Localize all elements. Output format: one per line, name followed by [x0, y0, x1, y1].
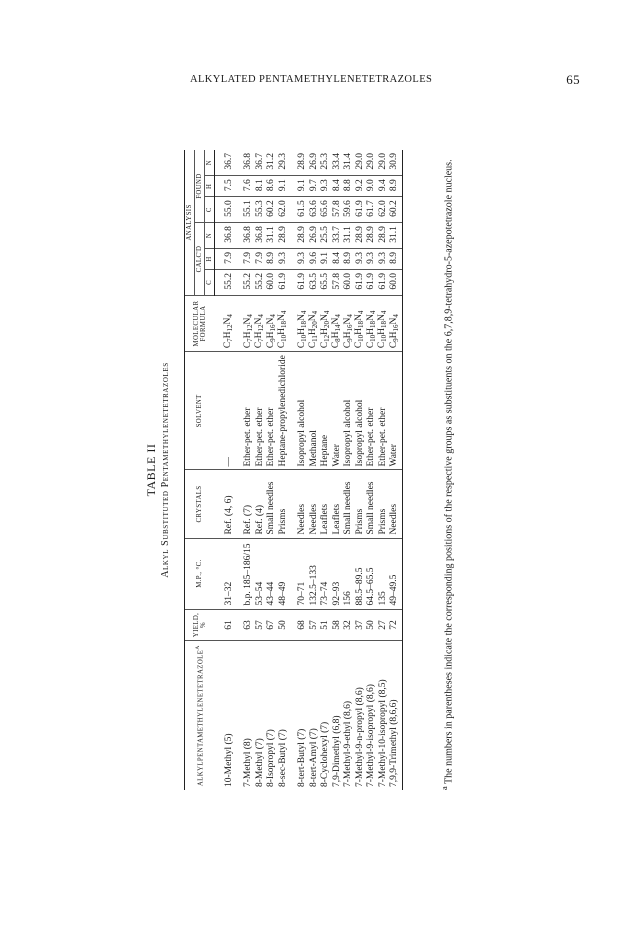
calc-h-cell: 8.9	[343, 249, 355, 270]
group-spacer	[215, 150, 224, 790]
calc-n-cell: 28.9	[277, 223, 289, 249]
crystals-cell: Small needles	[366, 470, 378, 538]
mp-cell: b.p. 185–186/15	[243, 538, 255, 609]
header-calc-h: H	[205, 249, 215, 270]
calc-n-cell: 26.9	[308, 223, 320, 249]
calc-c-cell: 61.9	[354, 269, 366, 295]
table-caption: TABLE II	[144, 443, 158, 497]
mp-cell: 49–49.5	[389, 538, 401, 609]
formula-cell: $C_7H_{12}N_4$	[254, 295, 266, 351]
crystals-cell: Needles	[308, 470, 320, 538]
header-compound: $ALKYLPENTAMETHYLENETETRAZOLE^A$	[185, 641, 215, 790]
header-crystals: CRYSTALS	[185, 470, 215, 538]
yield-cell: 51	[320, 609, 332, 641]
compound-cell: 7-Methyl-9-ethyl (8,6)	[343, 700, 354, 787]
table-body	[215, 150, 403, 790]
found-c-cell: 55.0	[223, 197, 235, 223]
calc-c-cell: 63.5	[308, 269, 320, 295]
table-row	[277, 150, 289, 790]
yield-cell: 57	[308, 609, 320, 641]
table-row	[266, 150, 278, 790]
calc-c-cell: 60.0	[266, 269, 278, 295]
mp-cell: 31–32	[223, 538, 235, 609]
yield-cell: 63	[243, 609, 255, 641]
found-c-cell: 65.6	[320, 197, 332, 223]
footnote-text: The numbers in parentheses indicate the corresponding positions of the respective groups as substituents on the 6,7,8,9-tetrahydro-5-azepotetrazole nucleus.	[443, 159, 455, 784]
solvent-cell: Ether-pet. ether	[266, 352, 278, 470]
formula-cell: $C_{10}H_{18}N_4$	[366, 295, 378, 351]
compound-cell: 7-Methyl-10-isopropyl (8,5)	[377, 679, 388, 787]
formula-cell: $C_{10}H_{18}N_4$	[297, 295, 309, 351]
calc-n-cell: 28.9	[297, 223, 309, 249]
yield-cell: 50	[366, 609, 378, 641]
calc-n-cell: 36.8	[254, 223, 266, 249]
solvent-cell: Water	[331, 352, 343, 470]
solvent-cell: Water	[389, 352, 401, 470]
header-calc-n: N	[205, 223, 215, 249]
header-calcd: CALC'D	[195, 223, 205, 296]
calc-h-cell: 9.3	[277, 249, 289, 270]
calc-h-cell: 9.3	[377, 249, 389, 270]
calc-n-cell: 28.9	[377, 223, 389, 249]
yield-cell: 67	[266, 609, 278, 641]
header-yield: YIELD, %	[185, 609, 215, 641]
compound-cell: 7-Methyl (8)	[243, 738, 254, 787]
solvent-cell: Isopropyl alcohol	[343, 352, 355, 470]
found-h-cell: 9.0	[366, 176, 378, 197]
calc-c-cell: 60.0	[343, 269, 355, 295]
compound-cell: 8-sec-Butyl (7)	[277, 729, 288, 787]
crystals-cell: Needles	[297, 470, 309, 538]
table-row	[297, 150, 309, 790]
formula-cell: $C_{12}H_{20}N_4$	[320, 295, 332, 351]
header-analysis: ANALYSIS	[185, 150, 195, 295]
calc-n-cell: 36.8	[243, 223, 255, 249]
found-n-cell: 36.8	[243, 150, 255, 176]
mp-cell: 70–71	[297, 538, 309, 609]
found-c-cell: 62.0	[277, 197, 289, 223]
compound-cell: 8-Cyclohexyl (7)	[320, 721, 331, 787]
found-n-cell: 31.2	[266, 150, 278, 176]
running-head-title: ALKYLATED PENTAMETHYLENETETRAZOLES	[190, 74, 433, 85]
calc-h-cell: 9.3	[297, 249, 309, 270]
yield-cell: 58	[331, 609, 343, 641]
calc-h-cell: 7.9	[243, 249, 255, 270]
header-formula: MOLECULAR FORMULA	[185, 295, 215, 351]
yield-cell: 32	[343, 609, 355, 641]
table-row	[331, 150, 343, 790]
mp-cell: 73–74	[320, 538, 332, 609]
calc-c-cell: 55.2	[254, 269, 266, 295]
found-h-cell: 8.9	[389, 176, 401, 197]
header-found-c: C	[205, 197, 215, 223]
solvent-cell: Methanol	[308, 352, 320, 470]
found-h-cell: 8.1	[254, 176, 266, 197]
crystals-cell: Leaflets	[320, 470, 332, 538]
mp-cell: 88.5–89.5	[354, 538, 366, 609]
mp-cell: 53–54	[254, 538, 266, 609]
formula-cell: $C_{10}H_{18}N_4$	[277, 295, 289, 351]
found-c-cell: 59.6	[343, 197, 355, 223]
found-c-cell: 63.6	[308, 197, 320, 223]
calc-n-cell: 31.1	[343, 223, 355, 249]
found-n-cell: 36.7	[223, 150, 235, 176]
found-h-cell: 9.2	[354, 176, 366, 197]
crystals-cell: Prisms	[277, 470, 289, 538]
calc-c-cell: 55.2	[243, 269, 255, 295]
compound-cell: 8-tert-Butyl (7)	[297, 728, 308, 787]
table-row	[254, 150, 266, 790]
found-c-cell: 62.0	[377, 197, 389, 223]
header-found-n: N	[205, 150, 215, 176]
table-row	[243, 150, 255, 790]
found-n-cell: 29.0	[366, 150, 378, 176]
found-h-cell: 8.8	[343, 176, 355, 197]
calc-n-cell: 25.5	[320, 223, 332, 249]
calc-h-cell: 8.9	[266, 249, 278, 270]
solvent-cell: Heptane	[320, 352, 332, 470]
header-found: FOUND	[195, 150, 205, 223]
found-h-cell: 9.1	[297, 176, 309, 197]
mp-cell: 48–49	[277, 538, 289, 609]
yield-cell: 27	[377, 609, 389, 641]
formula-cell: $C_{10}H_{18}N_4$	[354, 295, 366, 351]
footnote-mark: a	[440, 786, 449, 790]
mp-cell: 156	[343, 538, 355, 609]
found-c-cell: 55.3	[254, 197, 266, 223]
calc-h-cell: 9.6	[308, 249, 320, 270]
crystals-cell: Ref. (4, 6)	[223, 470, 235, 538]
solvent-cell: Ether-pet. ether	[254, 352, 266, 470]
found-h-cell: 7.5	[223, 176, 235, 197]
formula-cell: $C_9H_{16}N_4$	[343, 295, 355, 351]
header-solvent: SOLVENT	[185, 352, 215, 470]
found-h-cell: 9.1	[277, 176, 289, 197]
solvent-cell: Isopropyl alcohol	[297, 352, 309, 470]
compound-cell: 8-Isopropyl (7)	[266, 729, 277, 787]
header-mp: M.P., °C.	[185, 538, 215, 609]
table-row	[223, 150, 235, 790]
formula-cell: $C_7H_{12}N_4$	[243, 295, 255, 351]
table-row	[320, 150, 332, 790]
formula-cell: $C_9H_{16}N_4$	[389, 295, 401, 351]
calc-c-cell: 61.9	[277, 269, 289, 295]
table-subtitle: Alkyl Substituted Pentamethylenetetrazoles	[160, 362, 171, 578]
yield-cell: 72	[389, 609, 401, 641]
formula-cell: $C_{11}H_{20}N_4$	[308, 295, 320, 351]
group-spacer	[289, 150, 297, 790]
mp-cell: 64.5–65.5	[366, 538, 378, 609]
solvent-cell: Ether-pet. ether	[243, 352, 255, 470]
found-n-cell: 33.4	[331, 150, 343, 176]
calc-h-cell: 9.3	[354, 249, 366, 270]
found-n-cell: 26.9	[308, 150, 320, 176]
calc-n-cell: 28.9	[366, 223, 378, 249]
compound-cell: 7,9,9-Trimethyl (8,6,6)	[389, 699, 400, 787]
crystals-cell: Ref. (4)	[254, 470, 266, 538]
formula-cell: $C_{10}H_{18}N_4$	[377, 295, 389, 351]
calc-h-cell: 8.4	[331, 249, 343, 270]
calc-c-cell: 61.9	[377, 269, 389, 295]
calc-h-cell: 9.1	[320, 249, 332, 270]
table-row	[308, 150, 320, 790]
calc-h-cell: 8.9	[389, 249, 401, 270]
mp-cell: 92–93	[331, 538, 343, 609]
compound-cell: 8-Methyl (7)	[254, 738, 265, 787]
crystals-cell: Ref. (7)	[243, 470, 255, 538]
calc-c-cell: 65.5	[320, 269, 332, 295]
compound-cell: 7-Methyl-9-isopropyl (8,6)	[366, 684, 377, 787]
table-row	[343, 150, 355, 790]
table-row	[377, 150, 389, 790]
found-n-cell: 28.9	[297, 150, 309, 176]
header-found-h: H	[205, 176, 215, 197]
calc-c-cell: 60.0	[389, 269, 401, 295]
found-c-cell: 61.9	[354, 197, 366, 223]
yield-cell: 68	[297, 609, 309, 641]
solvent-cell: Isopropyl alcohol	[354, 352, 366, 470]
yield-cell: 37	[354, 609, 366, 641]
yield-cell: 50	[277, 609, 289, 641]
found-c-cell: 55.1	[243, 197, 255, 223]
calc-h-cell: 7.9	[223, 249, 235, 270]
mp-cell: 132.5–133	[308, 538, 320, 609]
found-c-cell: 60.2	[389, 197, 401, 223]
found-n-cell: 31.4	[343, 150, 355, 176]
page-number: 65	[566, 72, 580, 87]
mp-cell: 135	[377, 538, 389, 609]
found-n-cell: 25.3	[320, 150, 332, 176]
found-h-cell: 8.4	[331, 176, 343, 197]
compound-cell: 7-Methyl-9-n-propyl (8,6)	[354, 687, 365, 787]
found-h-cell: 9.7	[308, 176, 320, 197]
found-h-cell: 7.6	[243, 176, 255, 197]
crystals-cell: Leaflets	[331, 470, 343, 538]
calc-n-cell: 36.8	[223, 223, 235, 249]
solvent-cell: Ether-pet. ether	[377, 352, 389, 470]
found-n-cell: 29.0	[377, 150, 389, 176]
header-calc-c: C	[205, 269, 215, 295]
formula-cell: $C_7H_{12}N_4$	[223, 295, 235, 351]
compound-cell: 10-Methyl (5)	[223, 733, 234, 787]
crystals-cell: Needles	[389, 470, 401, 538]
table-bottom-rule	[400, 150, 403, 790]
group-spacer	[235, 150, 243, 790]
calc-c-cell: 57.8	[331, 269, 343, 295]
crystals-cell: Small needles	[266, 470, 278, 538]
found-c-cell: 57.8	[331, 197, 343, 223]
solvent-cell: Ether-pet. ether	[366, 352, 378, 470]
found-n-cell: 30.9	[389, 150, 401, 176]
found-c-cell: 61.5	[297, 197, 309, 223]
found-h-cell: 9.3	[320, 176, 332, 197]
calc-n-cell: 31.1	[266, 223, 278, 249]
compound-cell: 7,9-Dimethyl (6,8)	[331, 715, 342, 787]
calc-c-cell: 55.2	[223, 269, 235, 295]
found-c-cell: 61.7	[366, 197, 378, 223]
solvent-cell: —	[223, 352, 235, 470]
found-n-cell: 29.3	[277, 150, 289, 176]
solvent-cell: Heptane-propylenedichloride	[277, 352, 289, 470]
calc-h-cell: 9.3	[366, 249, 378, 270]
rotated-table-block	[144, 150, 484, 790]
compound-cell: 8-tert-Amyl (7)	[308, 728, 319, 787]
found-n-cell: 36.7	[254, 150, 266, 176]
calc-c-cell: 61.9	[297, 269, 309, 295]
crystals-cell: Prisms	[354, 470, 366, 538]
table-row	[389, 150, 401, 790]
calc-c-cell: 61.9	[366, 269, 378, 295]
found-n-cell: 29.0	[354, 150, 366, 176]
calc-h-cell: 7.9	[254, 249, 266, 270]
calc-n-cell: 31.1	[389, 223, 401, 249]
formula-cell: $C_8H_{14}N_4$	[331, 295, 343, 351]
yield-cell: 57	[254, 609, 266, 641]
table-row	[354, 150, 366, 790]
table-footnote	[438, 150, 455, 790]
crystals-cell: Small needles	[343, 470, 355, 538]
yield-cell: 61	[223, 609, 235, 641]
running-head	[190, 74, 580, 90]
data-table	[184, 150, 403, 790]
crystals-cell: Prisms	[377, 470, 389, 538]
calc-n-cell: 33.7	[331, 223, 343, 249]
found-h-cell: 9.4	[377, 176, 389, 197]
found-c-cell: 60.2	[266, 197, 278, 223]
formula-cell: $C_9H_{16}N_4$	[266, 295, 278, 351]
table-row	[366, 150, 378, 790]
mp-cell: 43–44	[266, 538, 278, 609]
found-h-cell: 8.6	[266, 176, 278, 197]
header-compound-note: A	[195, 645, 202, 650]
calc-n-cell: 28.9	[354, 223, 366, 249]
